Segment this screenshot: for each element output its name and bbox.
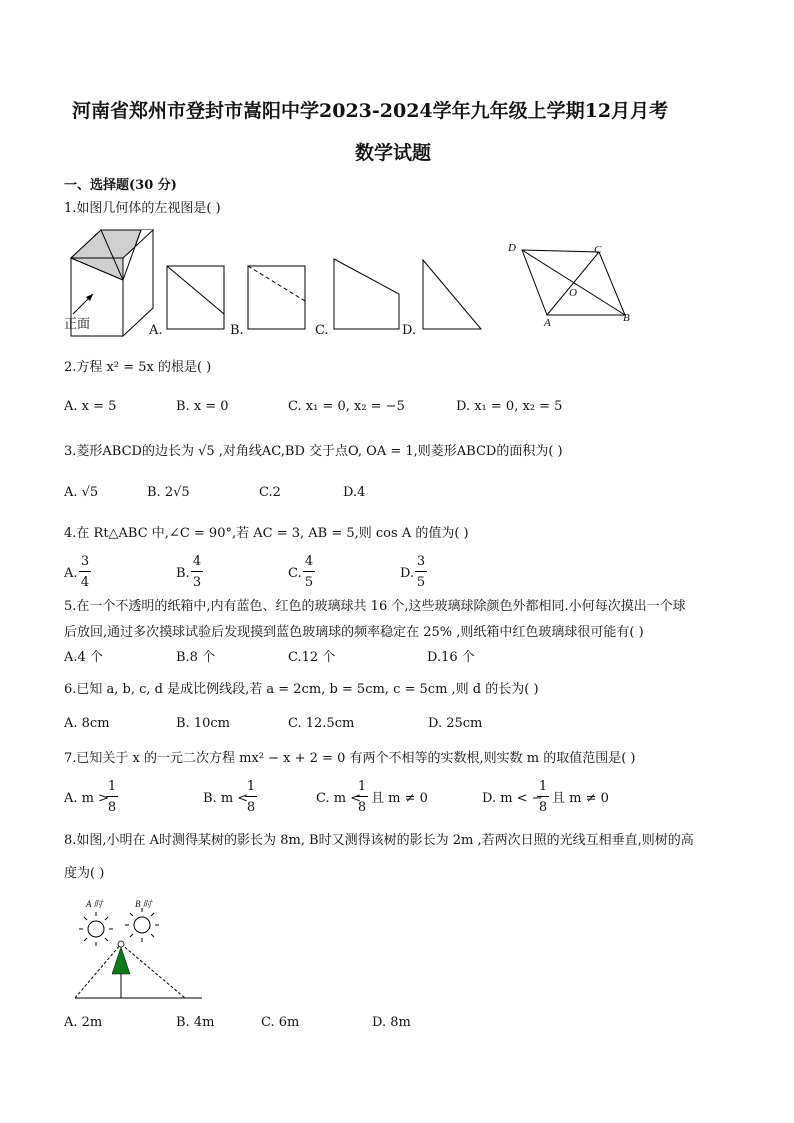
q3-option-d[interactable]: D.4 (343, 485, 366, 500)
fraction-bar (191, 571, 203, 572)
q1-option-c[interactable]: C. (315, 323, 329, 338)
option-a-figure (166, 265, 226, 331)
q2-option-b[interactable]: B. x = 0 (176, 399, 229, 414)
q7-option-b[interactable]: B. m < (203, 791, 249, 806)
q5-option-b[interactable]: B.8 个 (176, 650, 216, 665)
q1-option-b[interactable]: B. (230, 323, 244, 338)
fraction-bar (245, 796, 257, 797)
q7-option-d[interactable]: D. m < − (482, 791, 543, 806)
q4-d-numerator: 3 (416, 554, 426, 569)
q4-b-denominator: 3 (192, 575, 202, 590)
question-1-stem: 1.如图几何体的左视图是( ) (64, 201, 221, 216)
sun-a-icon (79, 912, 113, 946)
sun-b-icon (125, 908, 159, 942)
page-subtitle: 数学试题 (355, 142, 432, 164)
fraction-bar (537, 796, 549, 797)
question-5-line1: 5.在一个不透明的纸箱中,内有蓝色、红色的玻璃球共 16 个,这些玻璃球除颜色外都相同.小何每次摸出一个球 (64, 599, 686, 614)
q4-d-denominator: 5 (416, 575, 426, 590)
sun-b-label: B 时 (135, 899, 152, 909)
fraction-bar (303, 571, 315, 572)
page-title: 河南省郑州市登封市嵩阳中学2023-2024学年九年级上学期12月月考 (72, 100, 669, 122)
label-b: B (623, 312, 630, 324)
q7-b-denominator: 8 (246, 800, 256, 815)
q4-c-denominator: 5 (304, 575, 314, 590)
q7-c-denominator: 8 (357, 800, 367, 815)
q4-a-denominator: 4 (80, 575, 90, 590)
fraction-bar (415, 571, 427, 572)
q4-a-numerator: 3 (80, 554, 90, 569)
q2-option-a[interactable]: A. x = 5 (64, 399, 117, 414)
q7-a-numerator: 1 (107, 779, 117, 794)
q1-option-d[interactable]: D. (402, 323, 417, 338)
q2-option-d[interactable]: D. x₁ = 0, x₂ = 5 (456, 399, 563, 414)
option-d-figure (422, 259, 484, 331)
q7-c-numerator: 1 (357, 779, 367, 794)
q3-option-c[interactable]: C.2 (259, 485, 281, 500)
q4-option-d[interactable]: D. (400, 566, 415, 581)
q8-option-d[interactable]: D. 8m (372, 1015, 411, 1030)
question-3-stem: 3.菱形ABCD的边长为 √5 ,对角线AC,BD 交于点O, OA = 1,则菱形ABCD的面积为( ) (64, 444, 563, 459)
front-label: 正面 (64, 317, 91, 332)
q4-option-c[interactable]: C. (288, 566, 302, 581)
fraction-bar (356, 796, 368, 797)
q6-option-d[interactable]: D. 25cm (428, 716, 483, 731)
q7-d-numerator: 1 (538, 779, 548, 794)
option-b-figure (247, 265, 307, 331)
question-8-line2: 度为( ) (64, 866, 105, 881)
q7-a-denominator: 8 (107, 800, 117, 815)
question-6-stem: 6.已知 a, b, c, d 是成比例线段,若 a = 2cm, b = 5cm, c = 5cm ,则 d 的长为( ) (64, 682, 539, 697)
q6-option-a[interactable]: A. 8cm (64, 716, 110, 731)
q5-option-a[interactable]: A.4 个 (64, 650, 103, 665)
q8-option-a[interactable]: A. 2m (64, 1015, 103, 1030)
section-heading: 一、选择题(30 分) (64, 178, 177, 193)
q5-option-d[interactable]: D.16 个 (427, 650, 475, 665)
label-c: C (594, 244, 602, 256)
question-5-line2: 后放回,通过多次摸球试验后发现摸到蓝色玻璃球的频率稳定在 25% ,则纸箱中红色玻璃球很可能有( ) (64, 625, 644, 640)
fraction-bar (106, 796, 118, 797)
label-o: O (569, 287, 577, 299)
sun-a-label: A 时 (86, 899, 103, 909)
q2-option-c[interactable]: C. x₁ = 0, x₂ = −5 (288, 399, 405, 414)
question-2-stem: 2.方程 x² = 5x 的根是( ) (64, 360, 212, 375)
tree-shadow-figure (72, 895, 212, 1005)
q7-option-c[interactable]: C. m < (316, 791, 362, 806)
q7-b-numerator: 1 (246, 779, 256, 794)
label-d: D (508, 242, 516, 254)
q8-option-c[interactable]: C. 6m (261, 1015, 300, 1030)
q4-option-a[interactable]: A. (64, 566, 78, 581)
option-c-figure (333, 258, 401, 330)
question-4-stem: 4.在 Rt△ABC 中,∠C = 90°,若 AC = 3, AB = 5,则 cos A 的值为( ) (64, 526, 469, 541)
q6-option-c[interactable]: C. 12.5cm (288, 716, 355, 731)
q3-option-b[interactable]: B. 2√5 (147, 485, 190, 500)
q7-d-denominator: 8 (538, 800, 548, 815)
q4-b-numerator: 4 (192, 554, 202, 569)
label-a: A (544, 317, 551, 329)
q4-c-numerator: 4 (304, 554, 314, 569)
q6-option-b[interactable]: B. 10cm (176, 716, 230, 731)
fraction-bar (79, 571, 91, 572)
q7-option-a[interactable]: A. m > (64, 791, 110, 806)
question-8-line1: 8.如图,小明在 A时测得某树的影长为 8m, B时又测得该树的影长为 2m ,若两次日照的光线互相垂直,则树的高 (64, 833, 694, 848)
q3-option-a[interactable]: A. √5 (64, 485, 99, 500)
q1-option-a[interactable]: A. (149, 323, 163, 338)
q7-c-condition: 且 m ≠ 0 (371, 791, 428, 806)
q7-d-condition: 且 m ≠ 0 (552, 791, 609, 806)
question-7-stem: 7.已知关于 x 的一元二次方程 mx² − x + 2 = 0 有两个不相等的实数根,则实数 m 的取值范围是( ) (64, 751, 636, 766)
q5-option-c[interactable]: C.12 个 (288, 650, 336, 665)
q4-option-b[interactable]: B. (176, 566, 190, 581)
q8-option-b[interactable]: B. 4m (176, 1015, 215, 1030)
